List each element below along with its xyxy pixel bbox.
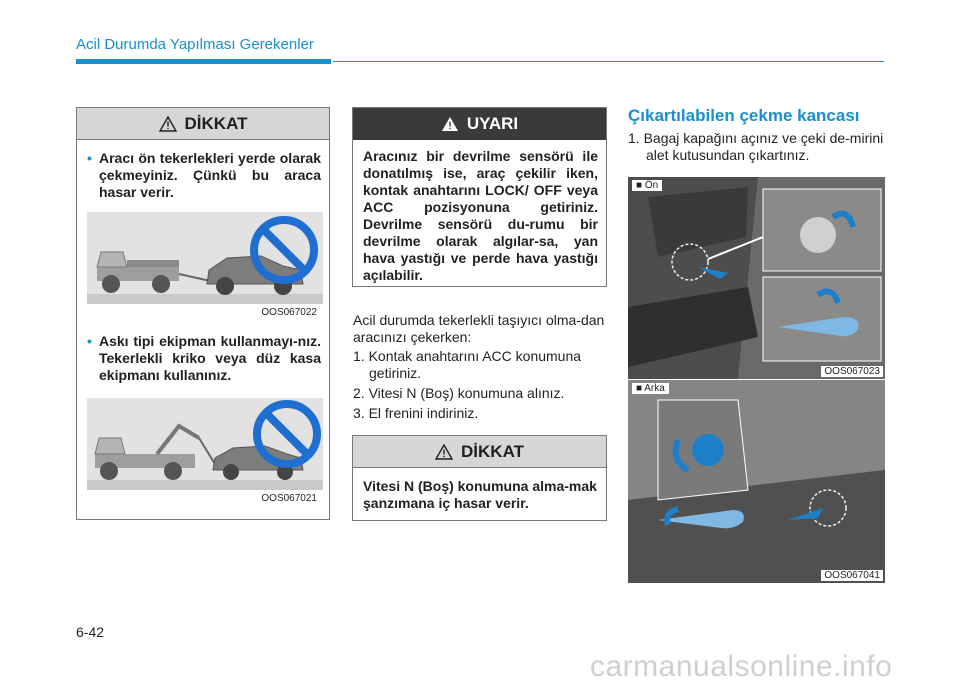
warning-text: Aracınız bir devrilme sensörü ile donatılmış ise, araç çekilir iken, kontak anahtarını LOCK/ OFF veya ACC pozisyonuna getiriniz. Devrilme sensörü du-rumu bir devrilme olarak algılar-sa, yan hava yastığı ve perde hava yastığı açılabilir. [363, 148, 598, 283]
page-header-title: Acil Durumda Yapılması Gerekenler [76, 36, 314, 53]
watermark: carmanualsonline.info [590, 650, 893, 683]
caution-item [87, 150, 321, 201]
front-hook-photo [628, 177, 885, 379]
image-code: OOS067023 [821, 366, 883, 377]
warning-title: UYARI [466, 114, 519, 133]
image-code: OOS067041 [821, 570, 883, 581]
warning-box-rollover [352, 107, 607, 287]
caution-header [77, 108, 329, 140]
caution-title: DİKKAT [184, 113, 248, 133]
header-rule-thin [333, 61, 884, 62]
tow-illustration-front-wheels [87, 212, 323, 318]
hook-step: 1. Bagaj kapağını açınız ve çeki de-mirini alet kutusundan çıkartınız. [628, 130, 884, 163]
caution-item [87, 333, 321, 384]
page-number: 6-42 [76, 624, 105, 640]
rear-hook-photo [628, 380, 885, 583]
warning-triangle-icon [159, 116, 177, 132]
photo-label: ■ Arka [632, 383, 669, 394]
bullet-icon: • [87, 150, 92, 166]
photo-label: ■ Ön [632, 180, 662, 191]
caution-header [353, 436, 606, 468]
caution-text: Vitesi N (Boş) konumuna alma-mak şanzımana iç hasar verir. [363, 478, 597, 511]
section-title: Çıkartılabilen çekme kancası [628, 106, 860, 125]
towing-step: 3. El frenini indiriniz. [353, 405, 479, 421]
tow-truck-illustration [87, 212, 323, 304]
bullet-icon: • [87, 333, 92, 349]
header-rule [76, 59, 331, 64]
rear-bumper-illustration [628, 380, 885, 583]
image-code: OOS067022 [261, 307, 317, 318]
caution-item-text: Askı tipi ekipman kullanmayı-nız. Tekerlekli kriko veya düz kasa ekipmanı kullanınız. [99, 333, 321, 383]
towing-step: 1. Kontak anahtarını ACC konumuna getiriniz. [353, 348, 582, 381]
caution-box-neutral [352, 435, 607, 521]
warning-triangle-icon [441, 116, 459, 132]
caution-item-text: Aracı ön tekerlekleri yerde olarak çekmeyiniz. Çünkü bu araca hasar verir. [99, 150, 321, 200]
image-code: OOS067021 [261, 493, 317, 504]
warning-triangle-icon [435, 444, 453, 460]
warning-header [353, 108, 606, 140]
sling-tow-illustration [87, 398, 323, 490]
towing-step: 2. Vitesi N (Boş) konumuna alınız. [353, 385, 565, 401]
front-bumper-illustration [628, 177, 885, 379]
caution-title: DİKKAT [461, 441, 524, 461]
towing-intro: Acil durumda tekerlekli taşıyıcı olma-dan aracınızı çekerken: [353, 312, 605, 345]
tow-illustration-sling [87, 398, 323, 504]
caution-box-towing [76, 107, 330, 520]
